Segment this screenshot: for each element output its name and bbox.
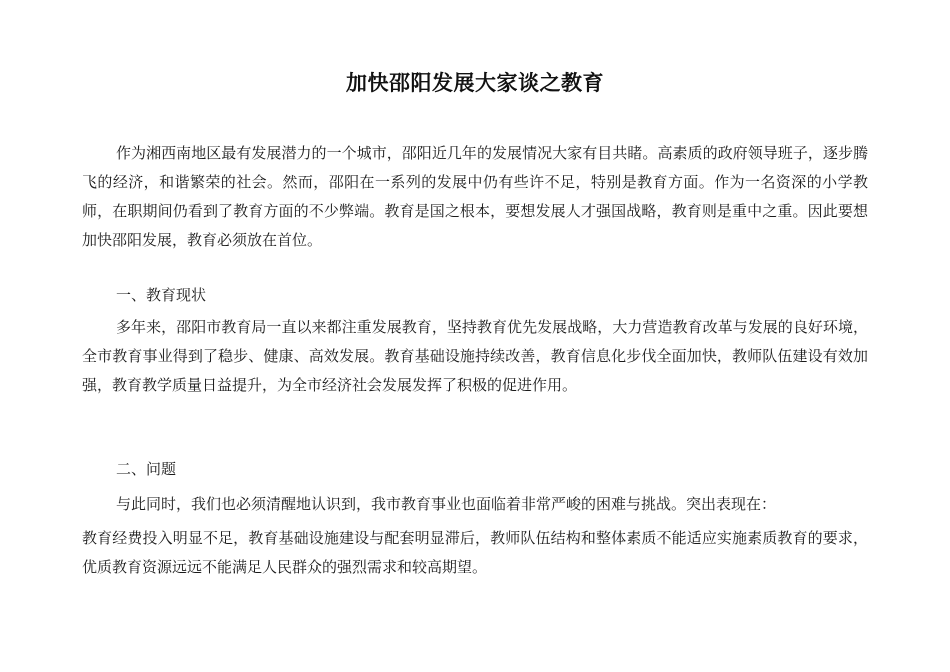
section-heading-problems: 二、问题: [116, 460, 177, 478]
status-paragraph: 多年来，邵阳市教育局一直以来都注重发展教育，坚持教育优先发展战略，大力营造教育改革与发展的良好环境，全市教育事业得到了稳步、健康、高效发展。教育基础设施持续改善，教育信息化步伐全面加快，教师队伍建设有效加强，教育教学质量日益提升，为全市经济社会发展发挥了积极的促进作用。: [82, 318, 868, 394]
problems-paragraph: 教育经费投入明显不足，教育基础设施建设与配套明显滞后，教师队伍结构和整体素质不能适应实施素质教育的要求，优质教育资源远远不能满足人民群众的强烈需求和较高期望。: [82, 529, 868, 576]
document-title: 加快邵阳发展大家谈之教育: [346, 71, 604, 95]
intro-paragraph: 作为湘西南地区最有发展潜力的一个城市，邵阳近几年的发展情况大家有目共睹。高素质的政府领导班子，逐步腾飞的经济，和谐繁荣的社会。然而，邵阳在一系列的发展中仍有些许不足，特别是教育方面。作为一名资深的小学教师，在职期间仍看到了教育方面的不少弊端。教育是国之根本，要想发展人才强国战略，教育则是重中之重。因此要想加快邵阳发展，教育必须放在首位。: [82, 144, 868, 249]
problems-intro-line: 与此同时，我们也必须清醒地认识到，我市教育事业也面临着非常严峻的困难与挑战。突出表现在：: [116, 495, 777, 513]
section-heading-status: 一、教育现状: [116, 286, 207, 304]
